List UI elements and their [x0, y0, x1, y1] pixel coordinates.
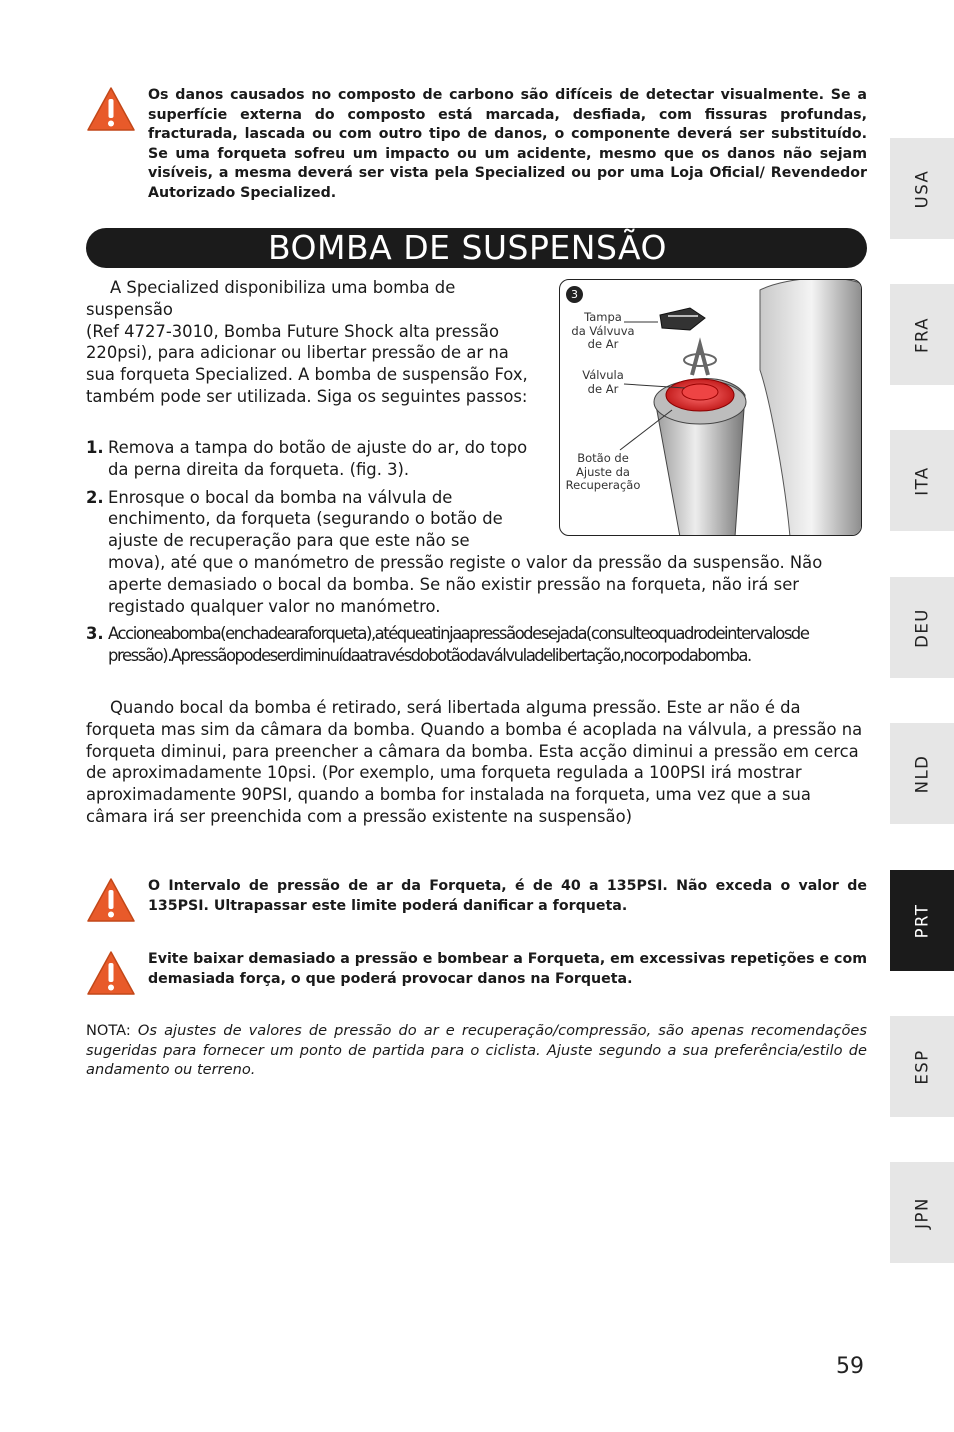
- intro-text: [86, 277, 538, 408]
- warning-icon: [86, 877, 136, 923]
- tab-fra[interactable]: FRA: [890, 284, 954, 385]
- label-valve-cap: Tampa da Válvuva de Ar: [571, 310, 635, 351]
- note-label: NOTA:: [86, 1022, 131, 1039]
- language-tabs: [890, 0, 954, 1432]
- warning-text: O Intervalo de pressão de ar da Forqueta, é de 40 a 135PSI. Não exceda o valor de 135PSI. Ultrapassar este limite poderá danificar a forqueta.: [148, 878, 867, 914]
- tab-ita[interactable]: ITA: [890, 430, 954, 531]
- pressure-paragraph: Quando bocal da bomba é retirado, será libertada alguma pressão. Este ar não é da forqueta mas sim da câmara da bomba. Quando a bomba é acoplada na válvula, a pressão na forqueta diminui, para preencher a câmara da bomba. Esta acção diminui a pressão em cerca de aproximadamente 10psi. (Por exemplo, uma forqueta regulada a 100PSI irá mostrar aproximadamente 90PSI, quando a bomba for instalada na forqueta, uma vez que a sua câmara irá ser preenchida com a pressão existente na suspensão): [86, 698, 863, 826]
- page-number: 59: [836, 1354, 864, 1379]
- warning-block-carbon: [86, 86, 867, 203]
- warning-icon: [86, 86, 136, 132]
- label-air-valve: Válvula de Ar: [582, 368, 624, 396]
- steps-list: [86, 437, 867, 673]
- warning-icon: [86, 950, 136, 996]
- tab-prt[interactable]: PRT: [890, 870, 954, 971]
- note: [86, 1021, 867, 1080]
- warning-text: Evite baixar demasiado a pressão e bombear a Forqueta, em excessivas repetições e com demasiada força, o que poderá provocar danos na Forqueta.: [148, 951, 867, 987]
- label-rebound-knob: Botão de Ajuste da Recuperação: [565, 451, 641, 492]
- figure-number: 3: [566, 286, 583, 303]
- tab-esp[interactable]: ESP: [890, 1016, 954, 1117]
- section-title: BOMBA DE SUSPENSÃO: [86, 228, 867, 268]
- step-1: 1. Remova a tampa do botão de ajuste do ar, do topo da perna direita da forqueta. (fig. 3).: [86, 438, 528, 479]
- step-2: 2. Enrosque o bocal da bomba na válvula de enchimento, da forqueta (segurando o botão de ajuste de recuperação para que este não se mova), até que o manómetro de pressão registe o valor da pressão da suspensão. Não aperte demasiado o bocal da bomba. Se não existir pressão na forqueta, não irá ser registado qualquer valor no manómetro.: [86, 487, 823, 616]
- note-text: Os ajustes de valores de pressão do ar e recuperação/compressão, são apenas recomendações sugeridas para fornecer um ponto de partida para o ciclista. Ajuste segundo a sua preferência/estilo de andamento ou terreno.: [86, 1022, 867, 1079]
- tab-deu[interactable]: DEU: [890, 577, 954, 678]
- step-3: 3. Accione a bomba (encha de ar a forqueta), até que atinja a pressão desejada (consulte o quadro de intervalos de pressão). A pressão pode ser diminuída através do botão da válvula de libertação, no corpo da bomba.: [86, 624, 809, 666]
- warning-block-overpumping: [86, 950, 867, 989]
- warning-text: Os danos causados no composto de carbono são difíceis de detectar visualmente. Se a superfície externa do composto está marcada, desfiada, com fissuras profundas, fracturada, lascada ou com outro tipo de danos, o componente deverá ser substituído. Se uma forqueta sofreu um impacto ou um acidente, mesmo que os danos não sejam visíveis, a mesma deverá ser vista pela Specialized ou por uma Loja Oficial/ Revendedor Autorizado Specialized.: [148, 87, 867, 201]
- tab-jpn[interactable]: JPN: [890, 1162, 954, 1263]
- tab-nld[interactable]: NLD: [890, 723, 954, 824]
- tab-usa[interactable]: USA: [890, 138, 954, 239]
- warning-block-pressure-range: [86, 877, 867, 916]
- intro-line-1: A Specialized disponibiliza uma bomba de suspensão: [86, 278, 456, 319]
- intro-line-2: (Ref 4727-3010, Bomba Future Shock alta pressão 220psi), para adicionar ou libertar pressão de ar na sua forqueta Specialized. A bomba de suspensão Fox, também pode ser utilizada. Siga os seguintes passos:: [86, 321, 528, 406]
